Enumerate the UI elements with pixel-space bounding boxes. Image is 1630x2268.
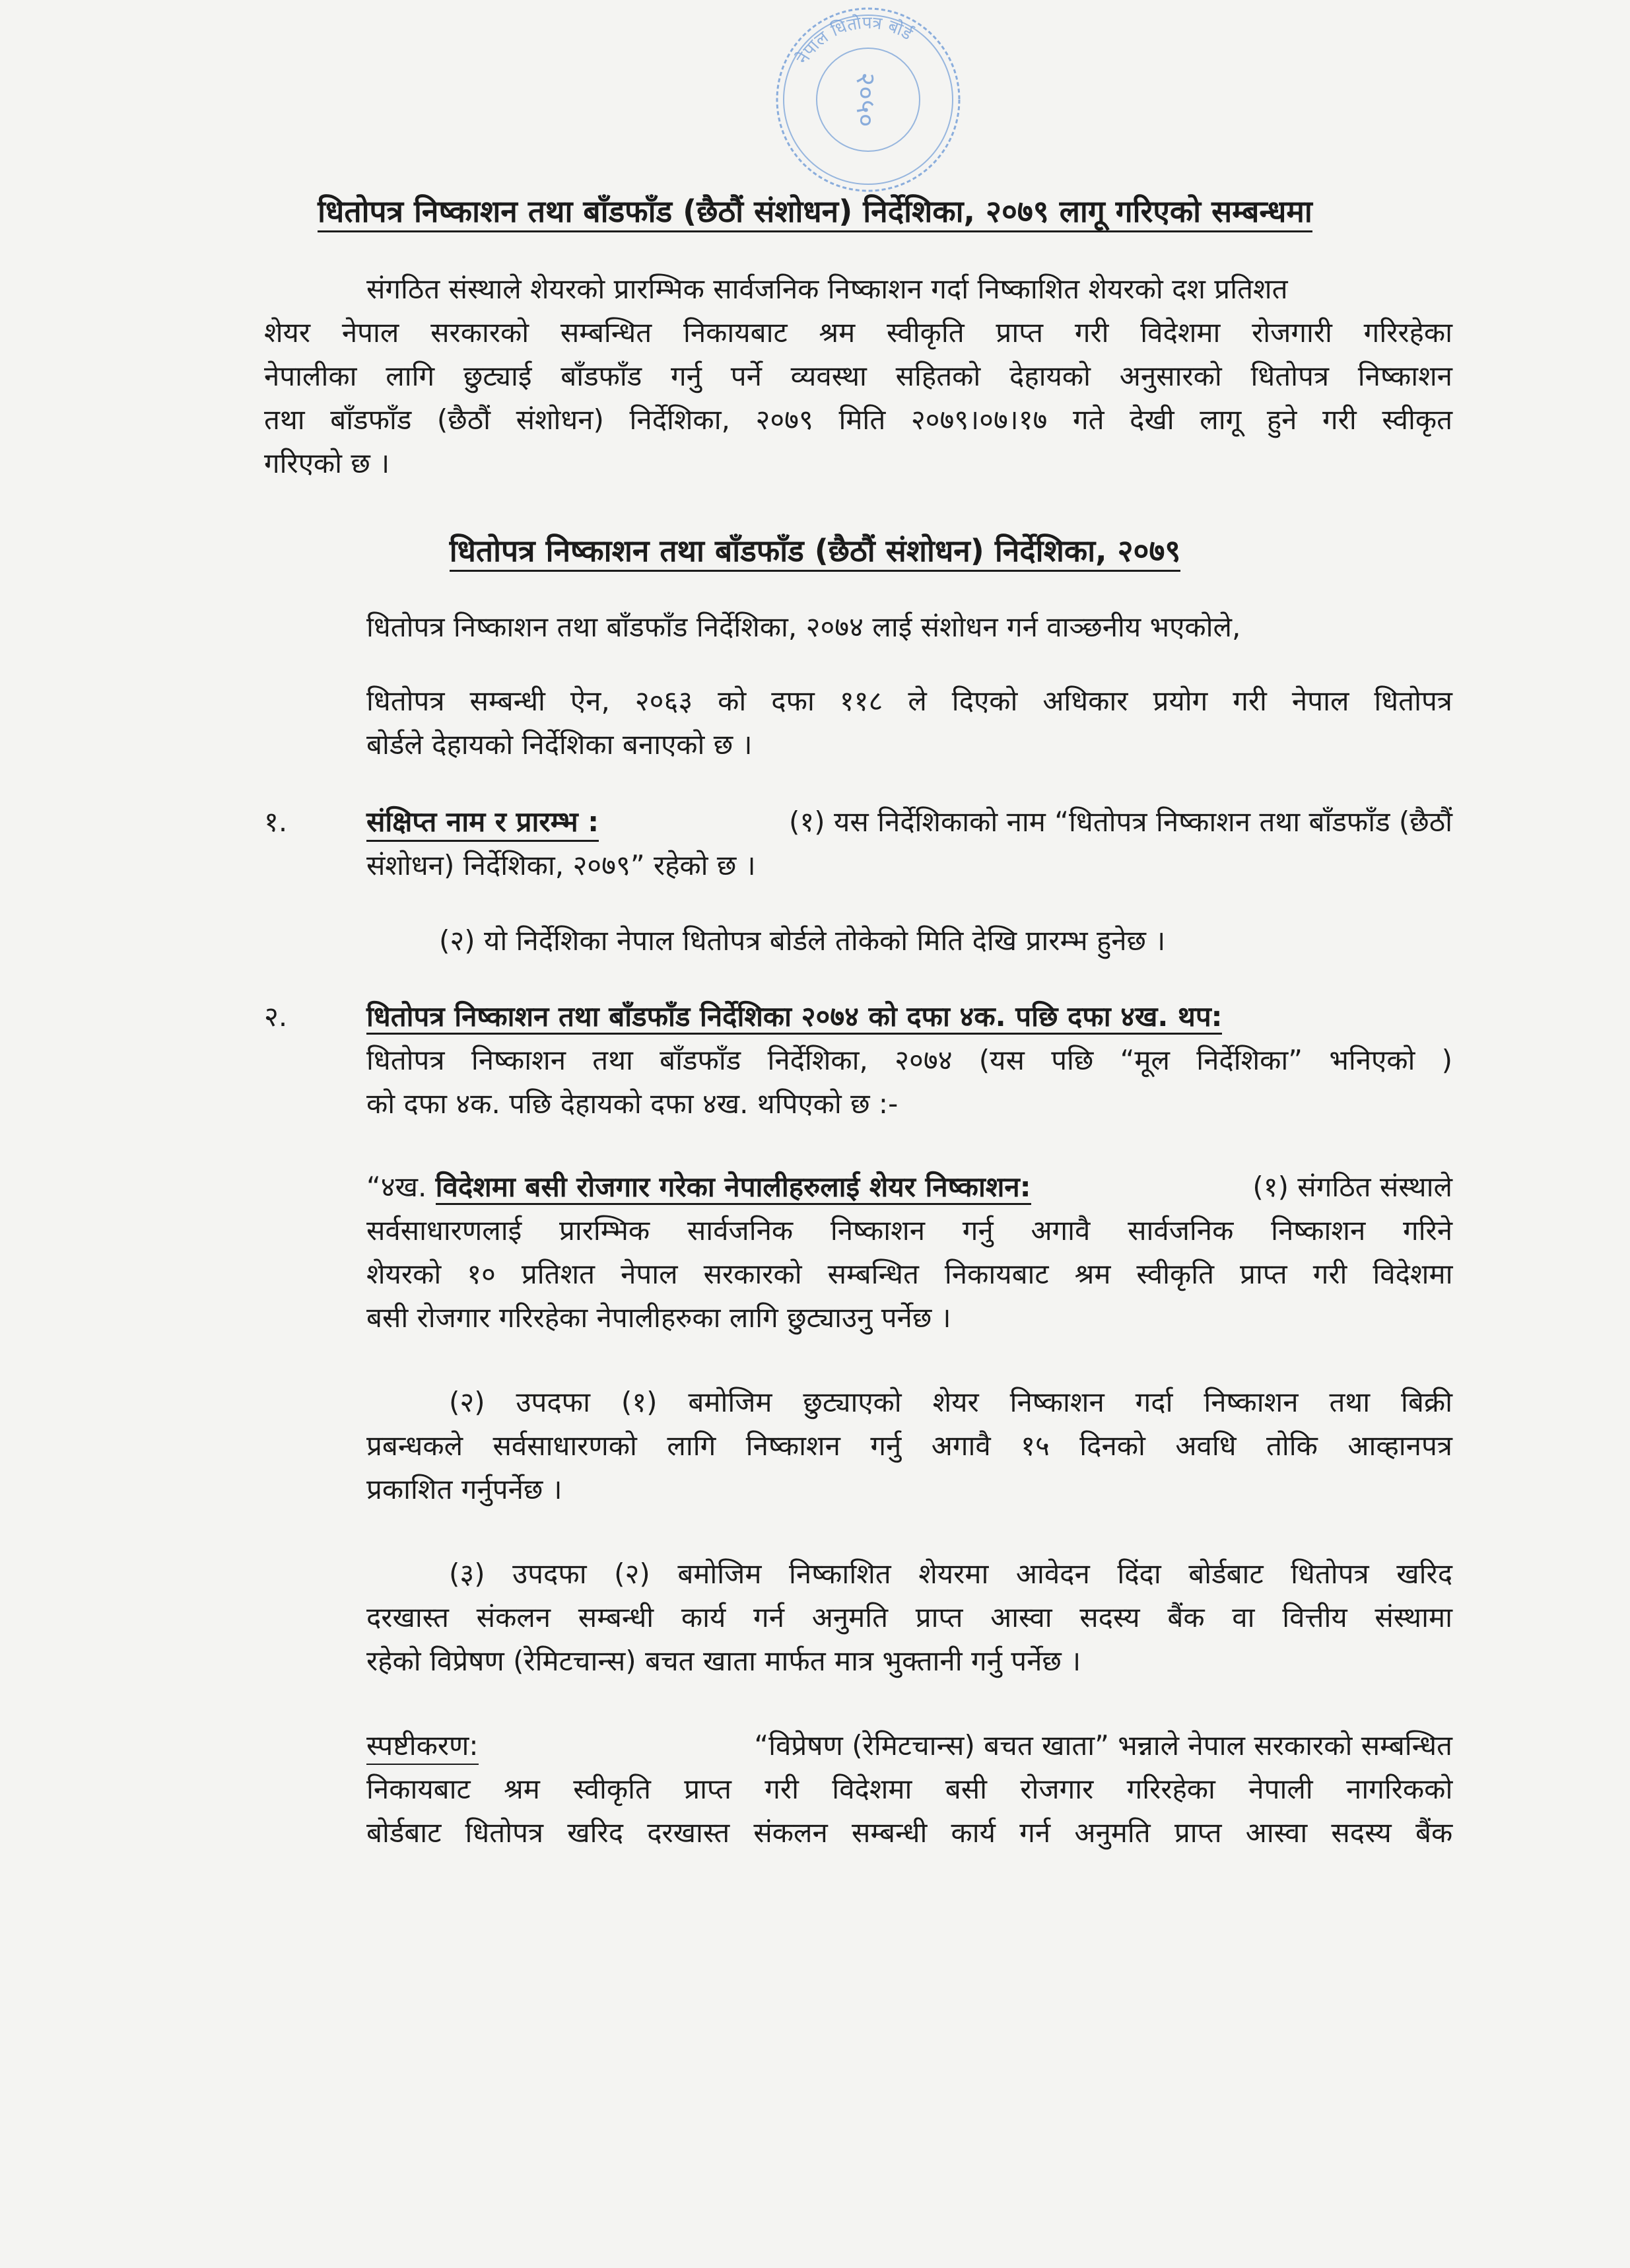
explanation-label: स्पष्टीकरण:	[366, 1726, 479, 1765]
clause-2-line-2: प्रबन्धकले सर्वसाधारणको लागि निष्काशन गर्नु अगावै १५ दिनको अवधि तोकि आव्हानपत्र	[366, 1429, 1452, 1462]
section-2-number: २.	[264, 1000, 288, 1033]
official-seal	[772, 4, 964, 195]
sub-4kha-line-1-rest: (१) संगठित संस्थाले	[1252, 1171, 1452, 1203]
sub-4kha-line-2: सर्वसाधारणलाई प्रारम्भिक सार्वजनिक निष्काशन गर्नु अगावै सार्वजनिक निष्काशन गरिने	[366, 1214, 1453, 1247]
clause-3-line-2: दरखास्त संकलन सम्बन्धी कार्य गर्न अनुमति प्राप्त आस्वा सदस्य बैंक वा वित्तीय संस्थामा	[366, 1601, 1452, 1633]
clause-3-line-3: रहेको विप्रेषण (रेमिटचान्स) बचत खाता मार्फत मात्र भुक्तानी गर्नु पर्नेछ ।	[366, 1645, 1081, 1677]
section-1-clause-2: (२) यो निर्देशिका नेपाल धितोपत्र बोर्डले तोकेको मिति देखि प्रारम्भ हुनेछ ।	[439, 924, 1166, 957]
section-2-line-2: को दफा ४क. पछि देहायको दफा ४ख. थपिएको छ :-	[366, 1087, 899, 1120]
explanation-line-2: निकायबाट श्रम स्वीकृति प्राप्त गरी विदेशमा बसी रोजगार गरिरहेका नेपाली नागरिकको	[366, 1773, 1453, 1805]
explanation-line-3: बोर्डबाट धितोपत्र खरिद दरखास्त संकलन सम्बन्धी कार्य गर्न अनुमति प्राप्त आस्वा सदस्य बैंक	[366, 1816, 1453, 1849]
seal-ring-text: नेपाल धितोपत्र बोर्ड	[792, 13, 916, 68]
section-1-number: १.	[264, 806, 288, 838]
explanation-line-1	[366, 1726, 1452, 1765]
directive-subtitle-text: धितोपत्र निष्काशन तथा बाँडफाँड (छैठौं संशोधन) निर्देशिका, २०७९	[450, 533, 1181, 572]
svg-text:नेपाल धितोपत्र बोर्ड	[792, 13, 916, 68]
preamble-2-line-2: बोर्डले देहायको निर्देशिका बनाएको छ ।	[366, 728, 753, 761]
preamble-1: धितोपत्र निष्काशन तथा बाँडफाँड निर्देशिका, २०७४ लाई संशोधन गर्न वाञ्छनीय भएकोले,	[366, 611, 1241, 643]
intro-line-2: शेयर नेपाल सरकारको सम्बन्धित निकायबाट श्रम स्वीकृति प्राप्त गरी विदेशमा रोजगारी गरिरहेका	[264, 316, 1452, 349]
intro-line-4: तथा बाँडफाँड (छैठौं संशोधन) निर्देशिका, २०७९ मिति २०७९।०७।१७ गते देखी लागू हुने गरी स्वीकृत	[264, 403, 1453, 436]
section-2-heading-wrap	[366, 997, 1222, 1035]
intro-line-5: गरिएको छ ।	[264, 447, 390, 479]
intro-line-1: संगठित संस्थाले शेयरको प्रारम्भिक सार्वजनिक निष्काशन गर्दा निष्काशित शेयरको दश प्रतिशत	[366, 273, 1288, 305]
document-title-text: धितोपत्र निष्काशन तथा बाँडफाँड (छैठौं संशोधन) निर्देशिका, २०७९ लागू गरिएको सम्बन्धमा	[318, 193, 1312, 232]
intro-line-3: नेपालीका लागि छुट्याई बाँडफाँड गर्नु पर्ने व्यवस्था सहितको देहायको अनुसारको धितोपत्र निष्काशन	[264, 360, 1452, 392]
clause-2-line-1: (२) उपदफा (१) बमोजिम छुट्याएको शेयर निष्काशन गर्दा निष्काशन तथा बिक्री	[449, 1386, 1452, 1418]
preamble-2-line-1: धितोपत्र सम्बन्धी ऐन, २०६३ को दफा ११८ ले दिएको अधिकार प्रयोग गरी नेपाल धितोपत्र	[366, 685, 1452, 717]
directive-subtitle	[0, 530, 1630, 570]
sub-4kha-line-1	[366, 1167, 1452, 1205]
sub-4kha-prefix-wrap	[366, 1167, 1031, 1205]
clause-3-line-1: (३) उपदफा (२) बमोजिम निष्काशित शेयरमा आवेदन दिंदा बोर्डबाट धितोपत्र खरिद	[449, 1558, 1452, 1590]
explanation-line-1-rest: “विप्रेषण (रेमिटचान्स) बचत खाता” भन्नाले नेपाल सरकारको सम्बन्धित	[754, 1729, 1452, 1762]
section-1-heading: संक्षिप्त नाम र प्रारम्भ :	[366, 802, 599, 842]
section-2-heading: धितोपत्र निष्काशन तथा बाँडफाँड निर्देशिका २०७४ को दफा ४क. पछि दफा ४ख. थप:	[366, 1000, 1222, 1035]
sub-4kha-heading: विदेशमा बसी रोजगार गरेका नेपालीहरुलाई शेयर निष्काशन:	[436, 1171, 1031, 1205]
sub-4kha-line-3: शेयरको १० प्रतिशत नेपाल सरकारको सम्बन्धित निकायबाट श्रम स्वीकृति प्राप्त गरी विदेशमा	[366, 1258, 1453, 1290]
section-1-line-1-rest: (१) यस निर्देशिकाको नाम “धितोपत्र निष्काशन तथा बाँडफाँड (छैठौं	[789, 806, 1452, 838]
section-1-line-1	[366, 802, 1452, 842]
clause-2-line-3: प्रकाशित गर्नुपर्नेछ ।	[366, 1473, 562, 1505]
seal-year: २०५०	[850, 72, 881, 127]
sub-4kha-line-4: बसी रोजगार गरिरहेका नेपालीहरुका लागि छुट्याउनु पर्नेछ ।	[366, 1301, 951, 1334]
sub-4kha-prefix: “४ख.	[366, 1171, 427, 1203]
document-title	[0, 190, 1630, 231]
section-1-line-2: संशोधन) निर्देशिका, २०७९” रहेको छ ।	[366, 849, 756, 881]
section-2-line-1: धितोपत्र निष्काशन तथा बाँडफाँड निर्देशिका, २०७४ (यस पछि “मूल निर्देशिका” भनिएको )	[366, 1044, 1453, 1076]
